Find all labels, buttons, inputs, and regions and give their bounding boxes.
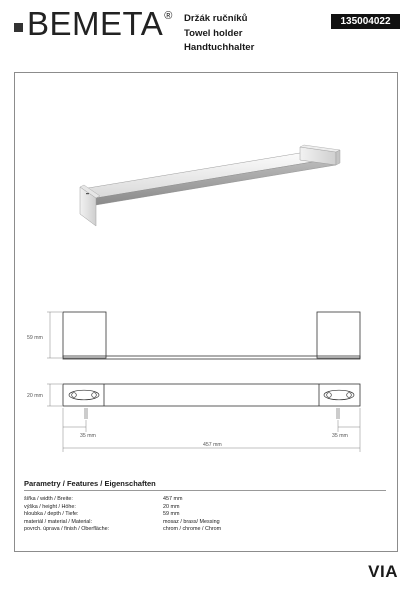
parameter-label: hloubka / depth / Tiefe:: [24, 511, 79, 518]
front-left-block: [63, 312, 106, 358]
dimension-lines: [47, 312, 360, 452]
parameter-value: 20 mm: [163, 503, 180, 510]
front-right-block: [317, 312, 360, 358]
series-name: VIA: [368, 562, 398, 581]
parameter-row: [24, 511, 283, 519]
product-photo: [80, 145, 340, 226]
parameter-label: povrch. úprava / finish / Oberfläche:: [24, 526, 110, 533]
dim-width-label: 457 mm: [203, 442, 222, 448]
parameter-label: materiál / material / Material:: [24, 518, 93, 525]
plan-bar: [63, 384, 360, 406]
dim-right-offset-label: 35 mm: [332, 433, 348, 439]
parameters-table: [24, 496, 283, 534]
dim-depth-label: 20 mm: [27, 393, 43, 399]
bar-top-face: [82, 153, 336, 198]
parameters-title: Parametry / Features / Eigenschaften: [24, 479, 156, 488]
right-mount-side: [336, 150, 340, 165]
front-bar: [63, 356, 360, 359]
parameter-label: šířka / width / Breite:: [24, 496, 73, 502]
front-view: [63, 312, 360, 359]
parameter-label: výška / height / Höhe:: [24, 503, 76, 510]
plan-view: [63, 384, 360, 419]
parameter-row: [24, 519, 283, 527]
logo-plate-icon: [86, 193, 89, 194]
title-english: Towel holder: [184, 27, 243, 39]
mount-slot-icon: [324, 390, 354, 400]
parameters-divider: [24, 490, 386, 491]
parameter-value: chrom / chrome / Chrom: [163, 526, 222, 533]
product-code-badge: 135004022: [331, 14, 400, 29]
registered-mark: ®: [164, 10, 173, 22]
parameter-value: 59 mm: [163, 511, 180, 518]
parameter-value: 457 mm: [163, 496, 183, 502]
dim-left-offset-label: 35 mm: [80, 433, 96, 439]
parameter-row: [24, 504, 283, 512]
title-german: Handtuchhalter: [184, 42, 255, 53]
dim-height-label: 59 mm: [27, 335, 43, 341]
title-czech: Držák ručníků: [184, 13, 248, 24]
parameter-row: [24, 496, 283, 504]
parameter-value: mosaz / brass/ Messing: [163, 518, 220, 525]
mount-slot-icon: [69, 390, 99, 400]
parameter-row: [24, 526, 283, 534]
brand-name: BEMETA: [27, 5, 164, 42]
